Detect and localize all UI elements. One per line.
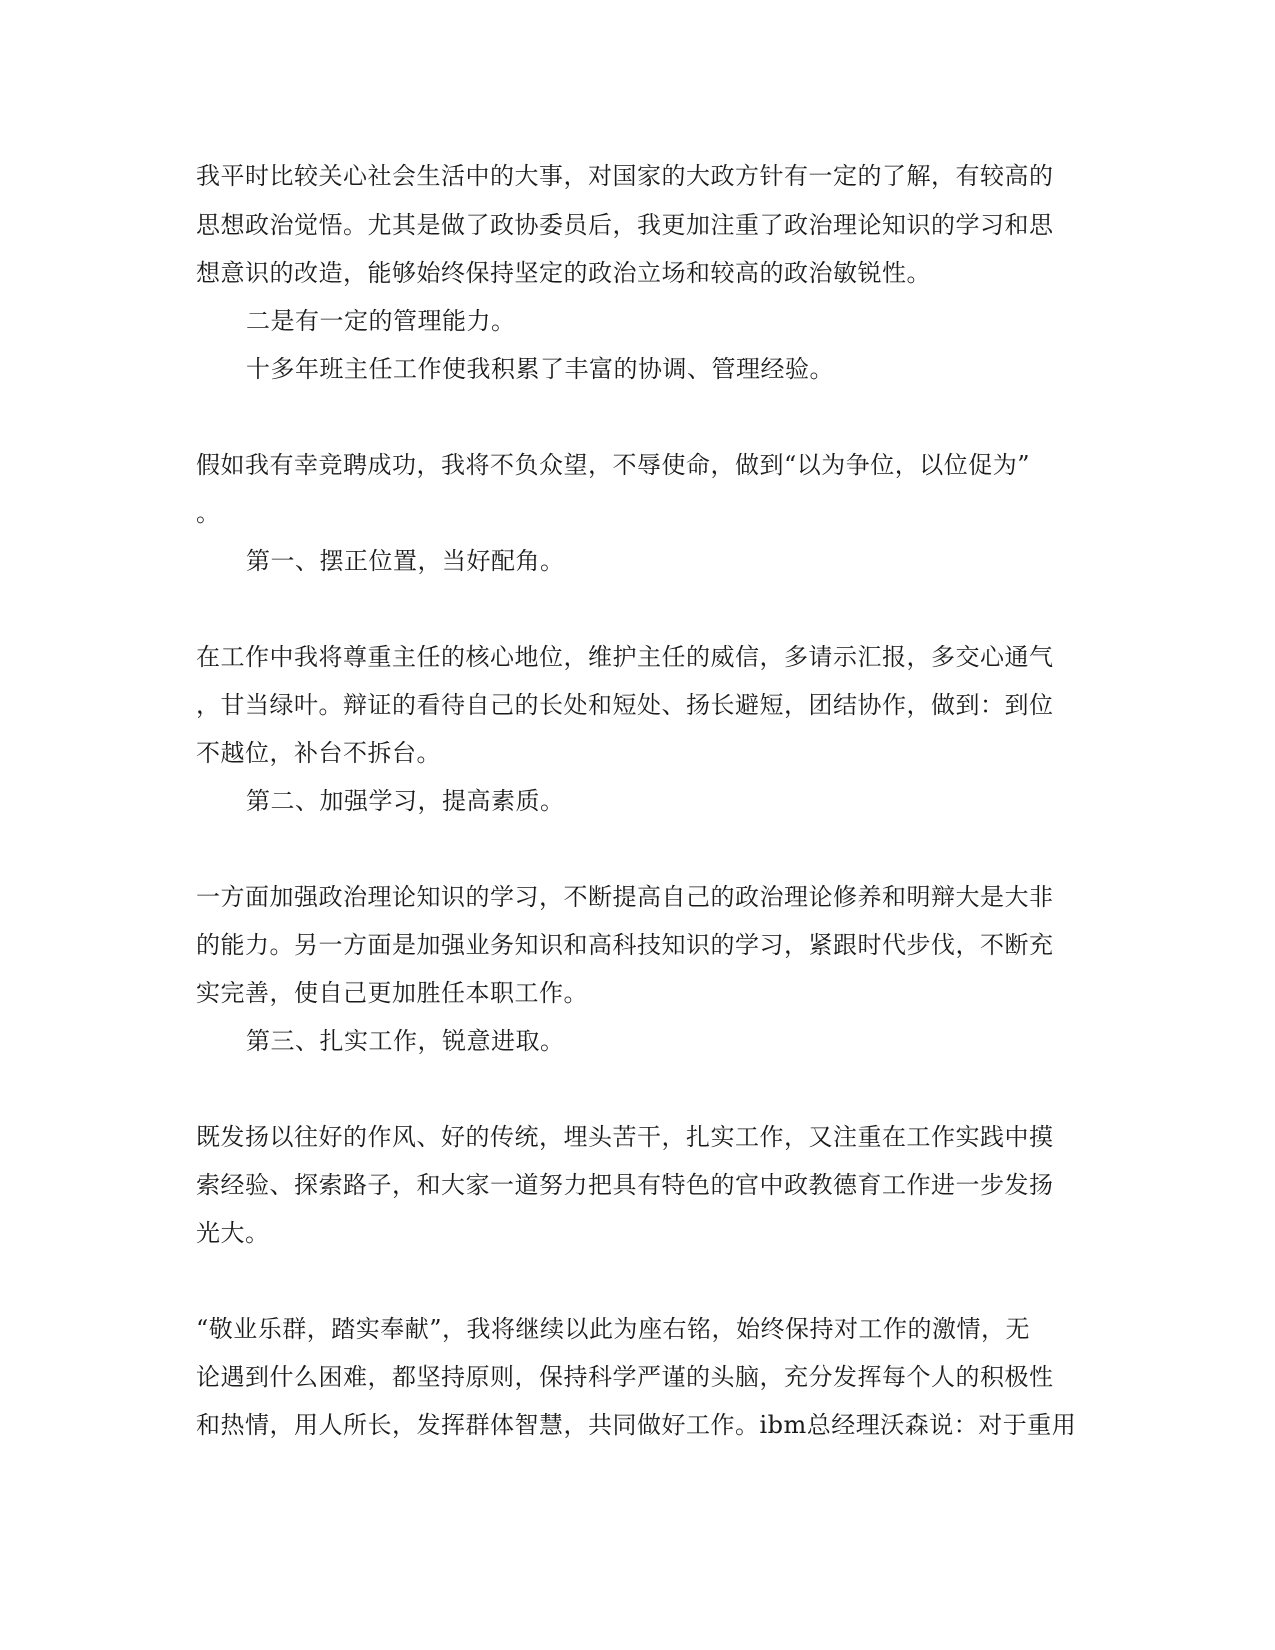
paragraph-line: 在工作中我将尊重主任的核心地位，维护主任的威信，多请示汇报，多交心通气 [196, 643, 1054, 671]
paragraph-line: 不越位，补台不拆台。 [196, 739, 441, 767]
section-heading: 二是有一定的管理能力。 [246, 307, 516, 335]
section-heading: 第三、扎实工作，锐意进取。 [246, 1027, 565, 1055]
paragraph-line: 论遇到什么困难，都坚持原则，保持科学严谨的头脑，充分发挥每个人的积极性 [196, 1363, 1054, 1391]
paragraph-line: 实完善，使自己更加胜任本职工作。 [196, 979, 588, 1007]
paragraph-line: 既发扬以往好的作风、好的传统，埋头苦干，扎实工作，又注重在工作实践中摸 [196, 1123, 1054, 1151]
paragraph-line: 十多年班主任工作使我积累了丰富的协调、管理经验。 [246, 355, 834, 383]
paragraph-line: ，甘当绿叶。辩证的看待自己的长处和短处、扬长避短，团结协作，做到：到位 [196, 691, 1054, 719]
paragraph-line: 和热情，用人所长，发挥群体智慧，共同做好工作。ibm总经理沃森说：对于重用 [196, 1411, 1077, 1439]
paragraph-line: 的能力。另一方面是加强业务知识和高科技知识的学习，紧跟时代步伐，不断充 [196, 931, 1054, 959]
section-heading: 第一、摆正位置，当好配角。 [246, 547, 565, 575]
paragraph-line: 假如我有幸竞聘成功，我将不负众望，不辱使命，做到“以为争位，以位促为” [196, 451, 1031, 479]
paragraph-line: 光大。 [196, 1219, 270, 1247]
paragraph-line: 我平时比较关心社会生活中的大事，对国家的大政方针有一定的了解，有较高的 [196, 162, 1054, 190]
paragraph-line: 思想政治觉悟。尤其是做了政协委员后，我更加注重了政治理论知识的学习和思 [196, 211, 1054, 239]
paragraph-line: “敬业乐群，踏实奉献”，我将继续以此为座右铭，始终保持对工作的激情，无 [196, 1315, 1031, 1343]
section-heading: 第二、加强学习，提高素质。 [246, 787, 565, 815]
paragraph-line: 。 [196, 499, 221, 527]
paragraph-line: 索经验、探索路子，和大家一道努力把具有特色的官中政教德育工作进一步发扬 [196, 1171, 1054, 1199]
paragraph-line: 想意识的改造，能够始终保持坚定的政治立场和较高的政治敏锐性。 [196, 259, 931, 287]
paragraph-line: 一方面加强政治理论知识的学习，不断提高自己的政治理论修养和明辩大是大非 [196, 883, 1054, 911]
